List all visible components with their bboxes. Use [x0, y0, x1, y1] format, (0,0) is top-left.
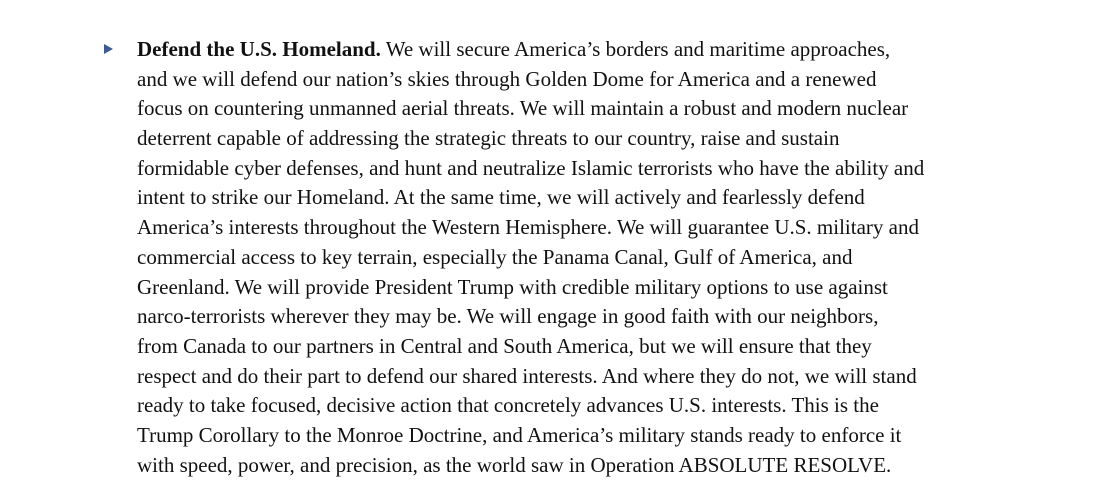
paragraph-line-1-text: We will secure America’s borders and maritime approaches,: [380, 37, 891, 61]
paragraph-line-10: narco-terrorists wherever they may be. We will engage in good faith with our neighbors,: [137, 304, 879, 329]
bullet-paragraph: [137, 35, 1087, 480]
paragraph-line-11: from Canada to our partners in Central and South America, but we will ensure that they: [137, 333, 872, 358]
paragraph-line-13: ready to take focused, decisive action that concretely advances U.S. interests. This is the: [137, 393, 879, 418]
paragraph-lead-heading: Defend the U.S. Homeland.: [137, 37, 381, 61]
paragraph-line-14: Trump Corollary to the Monroe Doctrine, and America’s military stands ready to enforce it: [137, 422, 902, 447]
paragraph-line-12: respect and do their part to defend our shared interests. And where they do not, we will stand: [137, 363, 917, 388]
paragraph-line-2: and we will defend our nation’s skies through Golden Dome for America and a renewed: [137, 66, 877, 91]
paragraph-line-3: focus on countering unmanned aerial threats. We will maintain a robust and modern nuclear: [137, 96, 909, 121]
paragraph-line-15: with speed, power, and precision, as the world saw in Operation ABSOLUTE RESOLVE.: [137, 452, 892, 477]
paragraph-line-7: America’s interests throughout the Western Hemisphere. We will guarantee U.S. military and: [137, 215, 919, 240]
paragraph-line-1: [137, 35, 1087, 65]
paragraph-line-8: commercial access to key terrain, especially the Panama Canal, Gulf of America, and: [137, 244, 853, 269]
paragraph-line-9: Greenland. We will provide President Trump with credible military options to use against: [137, 274, 888, 299]
paragraph-line-4: deterrent capable of addressing the strategic threats to our country, raise and sustain: [137, 126, 840, 151]
triangle-bullet-icon: [104, 44, 113, 54]
paragraph-line-6: intent to strike our Homeland. At the same time, we will actively and fearlessly defend: [137, 185, 865, 210]
paragraph-line-5: formidable cyber defenses, and hunt and neutralize Islamic terrorists who have the ability and: [137, 155, 925, 180]
